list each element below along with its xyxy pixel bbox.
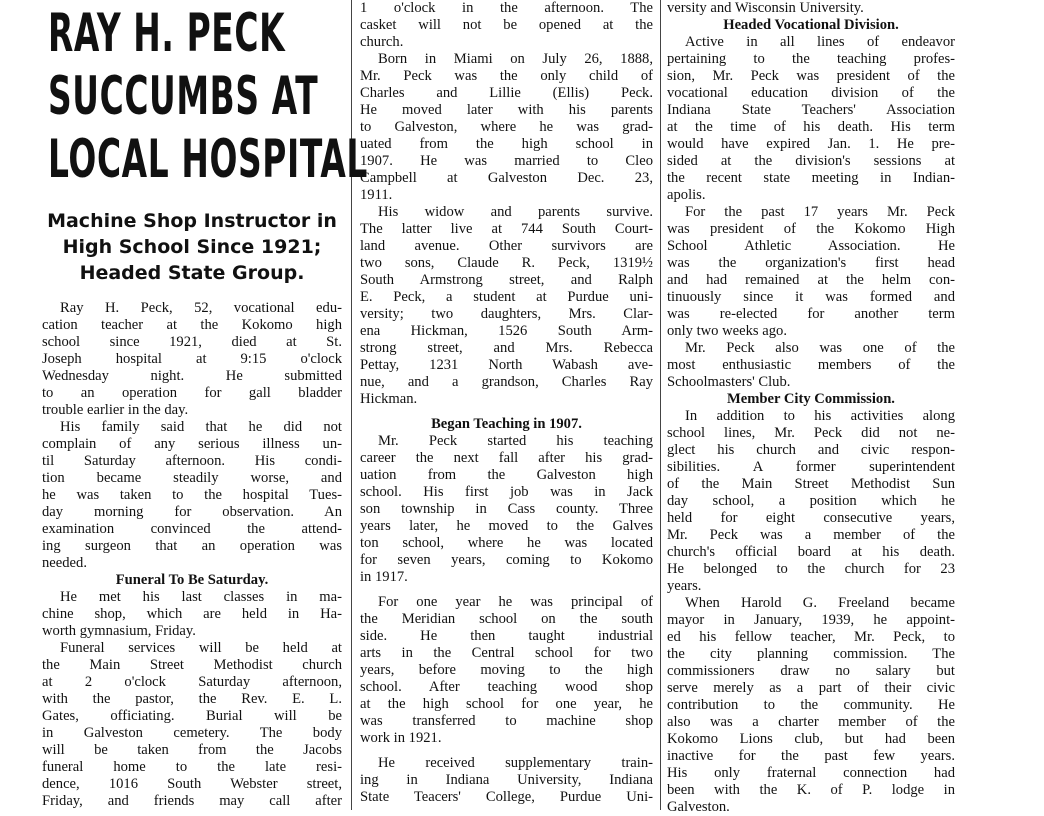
text-line: cation teacher at the Kokomo high bbox=[42, 317, 342, 333]
text-line: also was a charter member of the bbox=[667, 714, 955, 730]
text-line: casket will not be opened at the bbox=[360, 17, 653, 33]
text-line: He received supplementary train- bbox=[378, 755, 653, 771]
text-line: for seven years, coming to Kokomo bbox=[360, 552, 653, 568]
paragraph bbox=[42, 589, 342, 640]
headline bbox=[48, 2, 368, 200]
headline-line: LOCAL HOSPITAL bbox=[48, 129, 368, 190]
text-line: at the high school for one year, he bbox=[360, 696, 653, 712]
text-line: He moved later with his parents bbox=[360, 102, 653, 118]
text-line: E. Peck, a student at Purdue uni- bbox=[360, 289, 653, 305]
text-line: years. bbox=[667, 578, 702, 594]
text-line: apolis. bbox=[667, 187, 706, 203]
column-2 bbox=[360, 0, 653, 810]
column-3 bbox=[667, 0, 955, 815]
paragraph bbox=[360, 51, 653, 204]
text-line: at 2 o'clock Saturday afternoon, bbox=[42, 674, 342, 690]
paragraph bbox=[667, 34, 955, 204]
text-line: was the organization's first head bbox=[667, 255, 955, 271]
text-line: Mr. Peck also was one of the bbox=[685, 340, 955, 356]
text-line: strong street, and Mrs. Rebecca bbox=[360, 340, 653, 356]
text-line: He met his last classes in ma- bbox=[60, 589, 342, 605]
subheadline bbox=[42, 208, 342, 286]
text-line: vocational education division of the bbox=[667, 85, 955, 101]
text-line: worth gymnasium, Friday. bbox=[42, 623, 196, 639]
text-line: tinuously since it was formed and bbox=[667, 289, 955, 305]
text-line: Funeral services will be held at bbox=[60, 640, 342, 656]
text-line: glect his church and civic respon- bbox=[667, 442, 955, 458]
text-line: needed. bbox=[42, 555, 87, 571]
text-line: Mr. Peck was a member of the bbox=[667, 527, 955, 543]
text-line: was president of the Kokomo High bbox=[667, 221, 955, 237]
text-line: two sons, Claude R. Peck, 1319½ bbox=[360, 255, 653, 271]
paragraph bbox=[42, 300, 342, 419]
paragraph bbox=[42, 419, 342, 572]
text-line: pertaining to the teaching profes- bbox=[667, 51, 955, 67]
text-line: and had remained at the helm con- bbox=[667, 272, 955, 288]
text-line: trouble earlier in the day. bbox=[42, 402, 189, 418]
paragraph bbox=[360, 0, 653, 51]
text-line: school since 1921, died at St. bbox=[42, 334, 342, 350]
text-line: with the pastor, the Rev. E. L. bbox=[42, 691, 342, 707]
text-line: side. He then taught industrial bbox=[360, 628, 653, 644]
text-line: in 1917. bbox=[360, 569, 408, 585]
column-rule bbox=[660, 0, 661, 810]
text-line: will be taken from the Jacobs bbox=[42, 742, 342, 758]
text-line: Pettay, 1231 North Wabash ave- bbox=[360, 357, 653, 373]
text-line: ing surgeon that an operation was bbox=[42, 538, 342, 554]
text-line: school lines, Mr. Peck did not ne- bbox=[667, 425, 955, 441]
paragraph bbox=[360, 594, 653, 747]
headline-line: SUCCUMBS AT bbox=[48, 66, 319, 127]
text-line: versity; two daughters, Mrs. Clar- bbox=[360, 306, 653, 322]
text-line: complain of any serious illness un- bbox=[42, 436, 342, 452]
text-line: the Main Street Methodist church bbox=[42, 657, 342, 673]
text-line: he was taken to the hospital Tues- bbox=[42, 487, 342, 503]
paragraph bbox=[667, 0, 955, 17]
text-line: School Athletic Association. He bbox=[667, 238, 955, 254]
text-line: inactive for the past few years. bbox=[667, 748, 955, 764]
text-line: only two weeks ago. bbox=[667, 323, 787, 339]
text-line: 1907. He was married to Cleo bbox=[360, 153, 653, 169]
text-line: chine shop, which are held in Ha- bbox=[42, 606, 342, 622]
text-line: Hickman. bbox=[360, 391, 418, 407]
text-line: mayor in January, 1939, he appoint- bbox=[667, 612, 955, 628]
text-line: 1 o'clock in the afternoon. The bbox=[360, 0, 653, 16]
text-line: Galveston. bbox=[667, 799, 730, 815]
section-heading: Headed Vocational Division. bbox=[723, 17, 899, 33]
spacer bbox=[360, 586, 653, 594]
text-line: commissioners draw no salary but bbox=[667, 663, 955, 679]
text-line: South Armstrong street, and Ralph bbox=[360, 272, 653, 288]
text-line: land avenue. Other survivors are bbox=[360, 238, 653, 254]
paragraph bbox=[360, 755, 653, 806]
text-line: years, before moving to the high bbox=[360, 662, 653, 678]
text-line: His only fraternal connection had bbox=[667, 765, 955, 781]
text-line: school. After teaching wood shop bbox=[360, 679, 653, 695]
text-line: the recent state meeting in Indian- bbox=[667, 170, 955, 186]
text-line: serve merely as a part of their civic bbox=[667, 680, 955, 696]
text-line: the city planning commission. The bbox=[667, 646, 955, 662]
text-line: Ray H. Peck, 52, vocational edu- bbox=[60, 300, 342, 316]
text-line: of the Main Street Methodist Sun bbox=[667, 476, 955, 492]
text-line: His family said that he did not bbox=[60, 419, 342, 435]
text-line: uated from the high school in bbox=[360, 136, 653, 152]
subheadline-line: High School Since 1921; bbox=[62, 236, 322, 258]
text-line: to an operation for gall bladder bbox=[42, 385, 342, 401]
text-line: in Galveston cemetery. The body bbox=[42, 725, 342, 741]
text-line: church. bbox=[360, 34, 404, 50]
text-line: Gates, officiating. Burial will be bbox=[42, 708, 342, 724]
column-1 bbox=[42, 0, 368, 810]
text-line: til Saturday afternoon. His condi- bbox=[42, 453, 342, 469]
text-line: funeral home to the late resi- bbox=[42, 759, 342, 775]
text-line: day school, a position which he bbox=[667, 493, 955, 509]
text-line: to Galveston, where he was grad- bbox=[360, 119, 653, 135]
text-line: ed his fellow teacher, Mr. Peck, to bbox=[667, 629, 955, 645]
text-line: Kokomo Lions club, but had been bbox=[667, 731, 955, 747]
text-line: versity and Wisconsin University. bbox=[667, 0, 864, 16]
text-line: For the past 17 years Mr. Peck bbox=[685, 204, 955, 220]
paragraph bbox=[667, 204, 955, 340]
text-line: nue, and a grandson, Charles Ray bbox=[360, 374, 653, 390]
text-line: Friday, and friends may call after bbox=[42, 793, 342, 809]
text-line: contribution to the community. He bbox=[667, 697, 955, 713]
text-line: ton school, where he was located bbox=[360, 535, 653, 551]
text-line: work in 1921. bbox=[360, 730, 442, 746]
paragraph bbox=[360, 204, 653, 408]
text-line: was transferred to machine shop bbox=[360, 713, 653, 729]
text-line: Wednesday night. He submitted bbox=[42, 368, 342, 384]
text-line: His widow and parents survive. bbox=[378, 204, 653, 220]
text-line: Schoolmasters' Club. bbox=[667, 374, 791, 390]
text-line: ena Hickman, 1526 South Arm- bbox=[360, 323, 653, 339]
text-line: would have expired Jan. 1. He pre- bbox=[667, 136, 955, 152]
text-line: 1911. bbox=[360, 187, 393, 203]
text-line: years later, he moved to the Galves bbox=[360, 518, 653, 534]
text-line: arts in the Central school for two bbox=[360, 645, 653, 661]
text-line: ing in Indiana University, Indiana bbox=[360, 772, 653, 788]
text-line: Joseph hospital at 9:15 o'clock bbox=[42, 351, 342, 367]
text-line: dence, 1016 South Webster street, bbox=[42, 776, 342, 792]
text-line: uation from the Galveston high bbox=[360, 467, 653, 483]
paragraph bbox=[42, 640, 342, 810]
subheadline-line: Headed State Group. bbox=[79, 262, 305, 284]
text-line: was re-elected for another term bbox=[667, 306, 955, 322]
text-line: For one year he was principal of bbox=[378, 594, 653, 610]
text-line: Mr. Peck was the only child of bbox=[360, 68, 653, 84]
section-heading: Funeral To Be Saturday. bbox=[115, 572, 269, 588]
text-line: Mr. Peck started his teaching bbox=[378, 433, 653, 449]
text-line: been with the K. of P. lodge in bbox=[667, 782, 955, 798]
text-line: Born in Miami on July 26, 1888, bbox=[378, 51, 653, 67]
text-line: Active in all lines of endeavor bbox=[685, 34, 955, 50]
paragraph bbox=[667, 408, 955, 595]
text-line: the Meridian school on the south bbox=[360, 611, 653, 627]
text-line: Campbell at Galveston Dec. 23, bbox=[360, 170, 653, 186]
text-line: Charles and Lillie (Ellis) Peck. bbox=[360, 85, 653, 101]
text-line: When Harold G. Freeland became bbox=[685, 595, 955, 611]
paragraph bbox=[667, 595, 955, 816]
headline-line: RAY H. PECK bbox=[48, 3, 286, 64]
section-heading: Member City Commission. bbox=[727, 391, 895, 407]
text-line: State Teacers' College, Purdue Uni- bbox=[360, 789, 653, 805]
text-line: The latter live at 744 South Court- bbox=[360, 221, 653, 237]
subheadline-line: Machine Shop Instructor in bbox=[47, 210, 337, 232]
text-line: Indiana State Teachers' Association bbox=[667, 102, 955, 118]
text-line: career the next fall after his grad- bbox=[360, 450, 653, 466]
text-line: He belonged to the church for 23 bbox=[667, 561, 955, 577]
text-line: examination convinced the attend- bbox=[42, 521, 342, 537]
text-line: at the time of his death. His term bbox=[667, 119, 955, 135]
text-line: tion became steadily worse, and bbox=[42, 470, 342, 486]
spacer bbox=[360, 408, 653, 416]
text-line: In addition to his activities along bbox=[685, 408, 955, 424]
paragraph bbox=[667, 340, 955, 391]
paragraph bbox=[360, 433, 653, 586]
text-line: son township in Cass county. Three bbox=[360, 501, 653, 517]
text-line: sibilities. A former superintendent bbox=[667, 459, 955, 475]
text-line: sided at the division's sessions at bbox=[667, 153, 955, 169]
text-line: school. His first job was in Jack bbox=[360, 484, 653, 500]
text-line: most enthusiastic members of the bbox=[667, 357, 955, 373]
section-heading: Began Teaching in 1907. bbox=[431, 416, 582, 432]
column-rule bbox=[351, 0, 352, 810]
text-line: sion, Mr. Peck was president of the bbox=[667, 68, 955, 84]
text-line: day morning for observation. An bbox=[42, 504, 342, 520]
spacer bbox=[360, 747, 653, 755]
text-line: held for eight consecutive years, bbox=[667, 510, 955, 526]
text-line: church's official board at his death. bbox=[667, 544, 955, 560]
